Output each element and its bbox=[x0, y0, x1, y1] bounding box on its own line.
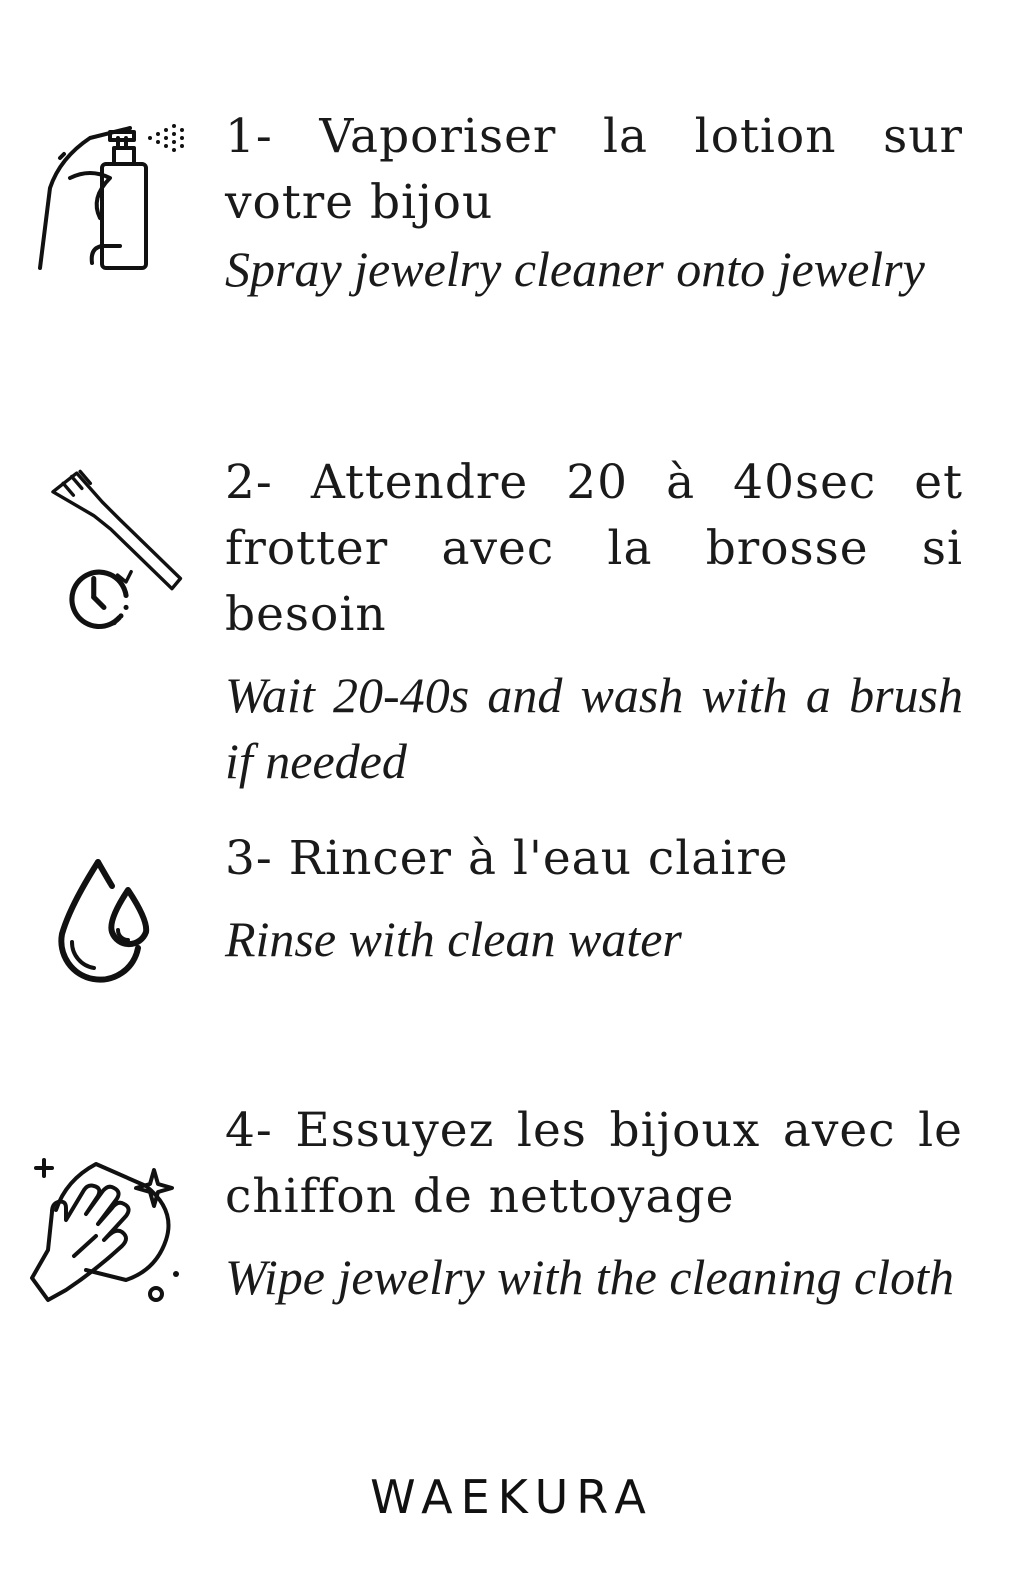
step-4-english-text: Wipe jewelry with the cleaning cloth bbox=[225, 1249, 955, 1305]
spray-bottle-hand-icon bbox=[30, 118, 200, 288]
step-1-french-text: 1- Vaporiser la lotion sur votre bijou bbox=[225, 109, 963, 230]
brand-logo: WAEKURA bbox=[370, 1470, 654, 1524]
step-3-english-text: Rinse with clean water bbox=[225, 911, 682, 967]
step-3-french-text: 3- Rincer à l'eau claire bbox=[225, 831, 789, 886]
step-2-french-text: 2- Attendre 20 à 40sec et frotter avec la brosse si besoin bbox=[225, 455, 963, 642]
water-drops-icon bbox=[50, 856, 160, 986]
step-2-english-text: Wait 20-40s and wash with a brush if needed bbox=[225, 667, 963, 789]
toothbrush-timer-icon bbox=[30, 468, 200, 638]
hand-wiping-cloth-icon bbox=[26, 1150, 186, 1310]
step-1-english-text: Spray jewelry cleaner onto jewelry bbox=[225, 241, 925, 297]
step-4-french-text: 4- Essuyez les bijoux avec le chiffon de nettoyage bbox=[225, 1103, 963, 1224]
